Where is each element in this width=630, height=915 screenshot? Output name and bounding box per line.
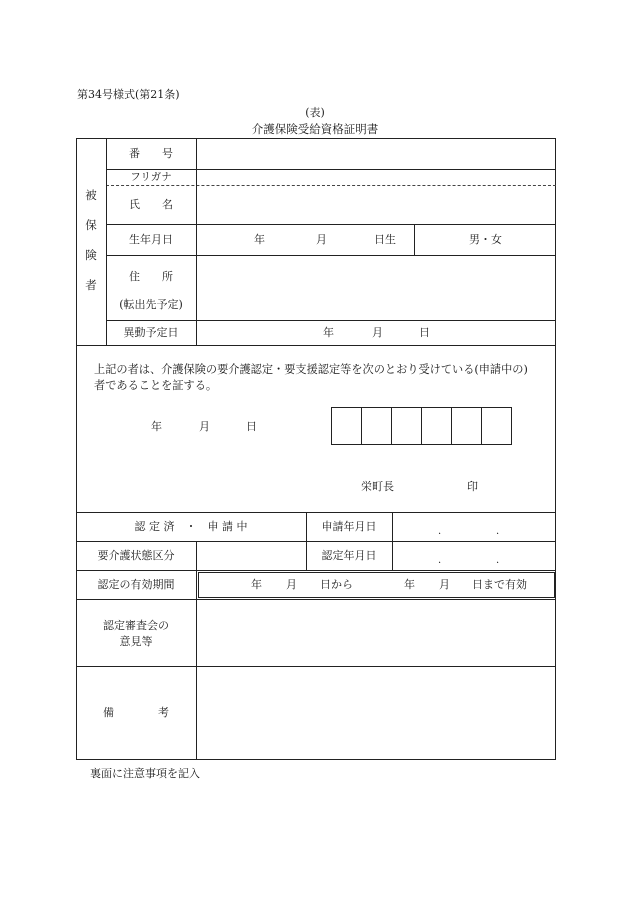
name-field[interactable] xyxy=(198,187,554,222)
digit-box[interactable] xyxy=(482,408,512,444)
digit-box[interactable] xyxy=(452,408,482,444)
application-date-dot: . xyxy=(496,526,500,537)
col-divider xyxy=(392,512,393,570)
validity-from-year: 年 xyxy=(251,577,262,591)
move-date-day: 日 xyxy=(419,325,430,339)
application-date-dot: . xyxy=(438,526,442,537)
birthdate-year: 年 xyxy=(254,232,265,246)
digit-box[interactable] xyxy=(392,408,422,444)
address-field[interactable] xyxy=(198,257,554,318)
move-date-year: 年 xyxy=(323,325,334,339)
col-divider xyxy=(196,570,197,760)
birthdate-label: 生年月日 xyxy=(129,232,173,246)
validity-from-month: 月 xyxy=(286,577,297,591)
birthdate-day: 日生 xyxy=(374,232,396,246)
digit-boxes xyxy=(331,407,512,445)
furigana-field[interactable] xyxy=(198,170,554,184)
move-date-month: 月 xyxy=(372,325,383,339)
gender-choice[interactable]: 男・女 xyxy=(469,232,502,246)
certification-status[interactable]: 認 定 済 ・ 申 請 中 xyxy=(134,519,248,533)
cert-date-day: 日 xyxy=(246,420,257,433)
certification-statement-line1: 上記の者は、介護保険の要介護認定・要支援認定等を次のとおり受けている(申請中の) xyxy=(94,363,528,376)
care-level-label: 要介護状態区分 xyxy=(97,548,175,562)
cert-date-month: 月 xyxy=(199,420,210,433)
validity-label: 認定の有効期間 xyxy=(97,577,175,591)
remarks-label: 備 考 xyxy=(103,706,169,720)
furigana-label: フリガナ xyxy=(130,170,172,183)
committee-opinion-field[interactable] xyxy=(198,601,554,664)
side-label: (表) xyxy=(305,106,325,119)
row-divider xyxy=(106,255,556,256)
validity-to-day: 日まで有効 xyxy=(472,577,527,591)
digit-box[interactable] xyxy=(332,408,362,444)
issuer-name: 栄町長 xyxy=(361,480,394,493)
birthdate-month: 月 xyxy=(316,232,327,246)
cert-date-label: 認定年月日 xyxy=(321,548,377,562)
digit-box[interactable] xyxy=(422,408,452,444)
certification-statement-line2: 者であることを証する。 xyxy=(94,379,218,392)
validity-to-year: 年 xyxy=(404,577,415,591)
application-date-label: 申請年月日 xyxy=(321,519,377,533)
remarks-field[interactable] xyxy=(198,668,554,758)
cert-date-dot: . xyxy=(438,555,442,566)
section-divider xyxy=(76,345,556,346)
cert-date-year: 年 xyxy=(151,420,162,433)
footer-note: 裏面に注意事項を記入 xyxy=(90,767,200,780)
insured-vertical-label: 被 保 険 者 xyxy=(85,188,97,292)
seal-mark: 印 xyxy=(467,480,478,493)
row-divider xyxy=(76,599,556,600)
care-level-field[interactable] xyxy=(198,543,304,568)
digit-box[interactable] xyxy=(362,408,392,444)
insured-number-field[interactable] xyxy=(198,140,554,167)
committee-label-line2: 意見等 xyxy=(119,635,153,649)
validity-to-month: 月 xyxy=(439,577,450,591)
address-label: 住 所 xyxy=(129,270,173,284)
col-divider xyxy=(196,541,197,570)
form-number: 第34号様式(第21条) xyxy=(77,88,180,101)
committee-label-line1: 認定審査会の xyxy=(103,619,169,633)
move-date-label: 異動予定日 xyxy=(123,325,179,339)
insured-number-label: 番 号 xyxy=(129,146,173,160)
validity-from-day: 日から xyxy=(320,577,353,591)
document-title: 介護保険受給資格証明書 xyxy=(251,122,379,136)
address-sublabel: (転出先予定) xyxy=(119,298,183,312)
cert-date-dot: . xyxy=(496,555,500,566)
col-divider xyxy=(196,138,197,345)
name-label: 氏 名 xyxy=(129,197,173,211)
